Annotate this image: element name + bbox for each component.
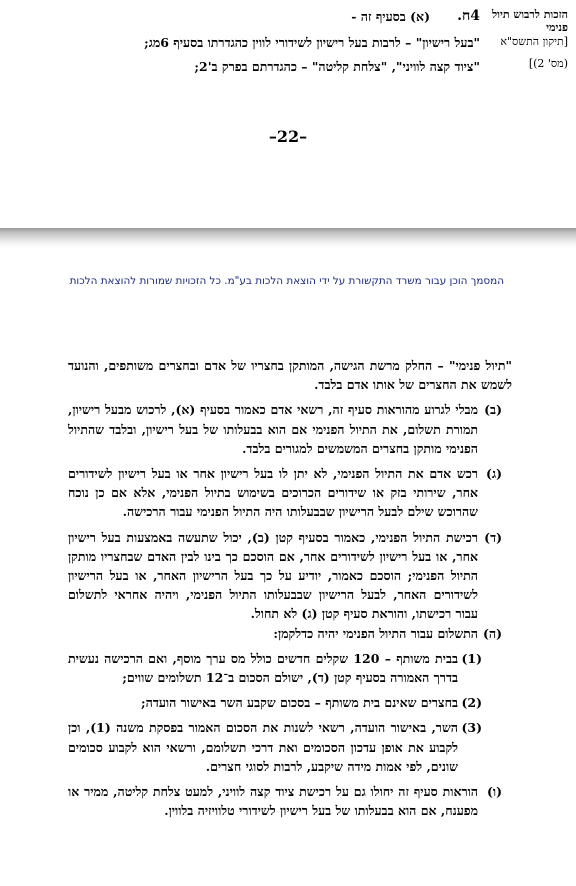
item-h2 (68, 693, 512, 712)
paragraph-text: בחצרים שאינם בית משותף – בסכום שקבע השר באישור הועדה; (141, 695, 458, 711)
subsection-d (68, 528, 512, 624)
paragraph-text: התשלום עבור התיול הפנימי יהיה כדלקמן: (273, 625, 478, 641)
subsection-label: (ו) (486, 784, 502, 800)
paragraph-text: בבית משותף – 120 שקלים חדשים כולל מס ערך מוסף, ואם הרכישה נעשית בדרך האמורה בסעיף קטן (ד), ישולם הסכום ב־12 תשלומים שווים; (68, 650, 458, 686)
side-note-title: הזכות לרבוש תיול פנימי (492, 8, 568, 34)
subsection-label: (ד) (484, 529, 502, 545)
paragraph-text: השר, באישור הועדה, רשאי לשנות את הסכום האמור בפסקת משנה (1), וכן לקבוע את אופן עדכון הסכומים ואת דרכי תשלומם, ורשאי הוא לקבוע סכומים שונים, לפי אמות מידה שיקבע, לרבות לסוגי חצרים. (68, 720, 458, 774)
paragraph-text: מבלי לגרוע מהוראות סעיף זה, רשאי אדם כאמור בסעיף (א), לרכוש מבעל רישיון, תמורת תשלום, את התיול הפנימי אם הוא בבעלותו של בעל רישיון, ובלבד שהתיול הפנימי מותקן בחצרים המשמשים למגורים בלבד. (68, 402, 478, 456)
item-h3 (68, 718, 512, 776)
definition-intro: (א) בסעיף זה - (351, 9, 430, 24)
definition-license-holder: "בעל רישיון" – לרבות בעל רישיון לשידורי לווין כהגדרתו בסעיף 6מג; (144, 35, 480, 50)
section-body (68, 356, 512, 820)
subsection-g (68, 464, 512, 522)
definition-internal-wiring (68, 356, 512, 394)
item-label: (3) (461, 720, 482, 736)
subsection-v (68, 782, 512, 820)
paragraph-text: רכישת התיול הפנימי, כאמור בסעיף קטן (ב), יכול שתעשה באמצעות בעל רישיון אחר, או בעל רישיון לשידורים אחר, אם הוסכם כך בינו לבין האדם שבחצריו מותקן התיול הפנימי; הוסכם כאמור, יודיע על כך בעל הרישיון האחר, או בעל הרישיון לשידורים האחר, לבעל הרישיון שבבעלותו התיול הפנימי, ויהיה אחראי לתשלום עבור רכישתו, והוראת סעיף קטן (ג) לא תחול. (68, 529, 478, 622)
subsection-label: (ה) (482, 625, 502, 641)
paragraph-text: "תיול פנימי" – החלק מרשת הגישה, המותקן בחצריו של אדם ובחצרים משותפים, והנועד לשמש את החצרים של אותו אדם בלבד. (68, 358, 512, 393)
item-h1 (68, 649, 512, 687)
item-label: (1) (461, 650, 482, 666)
side-note-amendment: [תיקון התשס"א (500, 35, 568, 48)
section-number: 4ח. (457, 8, 480, 24)
page-number: –22– (268, 127, 308, 146)
subsection-label: (ב) (484, 402, 502, 418)
current-page (0, 248, 576, 886)
item-label: (2) (461, 695, 482, 711)
page-separator (0, 228, 576, 248)
definition-satellite-equipment: "ציוד קצה לוויני", "צלחת קליטה" – כהגדרתם בפרק ב'2; (194, 59, 480, 74)
side-note-amendment-number: (מס' 2)] (528, 57, 568, 70)
previous-page (0, 0, 576, 228)
copyright-notice: המסמך הוכן עבור משרד התקשורת על ידי הוצאת הלכות בע"מ. כל הזכויות שמורות להוצאת הלכות (69, 275, 504, 287)
paragraph-text: רכש אדם את התיול הפנימי, לא יתן לו בעל רישיון אחר או בעל רישיון לשידורים אחר, שירותי בזק או שידורים הכרוכים בשימוש בתיול הפנימי, אלא אם כן נוכח שהרוכש שילם לבעל הרישיון שבבעלותו היה התיול הפנימי עבור הרכישה. (68, 466, 478, 520)
paragraph-text: הוראות סעיף זה יחולו גם על רכישת ציוד קצה לוויני, למעט צלחת קליטה, ממיר או מפענח, אם הוא בבעלותו של בעל רישיון לשידורי טלוויזיה בלווין. (68, 784, 478, 819)
subsection-label: (ג) (486, 466, 502, 482)
subsection-b (68, 400, 512, 458)
subsection-h (68, 624, 512, 643)
